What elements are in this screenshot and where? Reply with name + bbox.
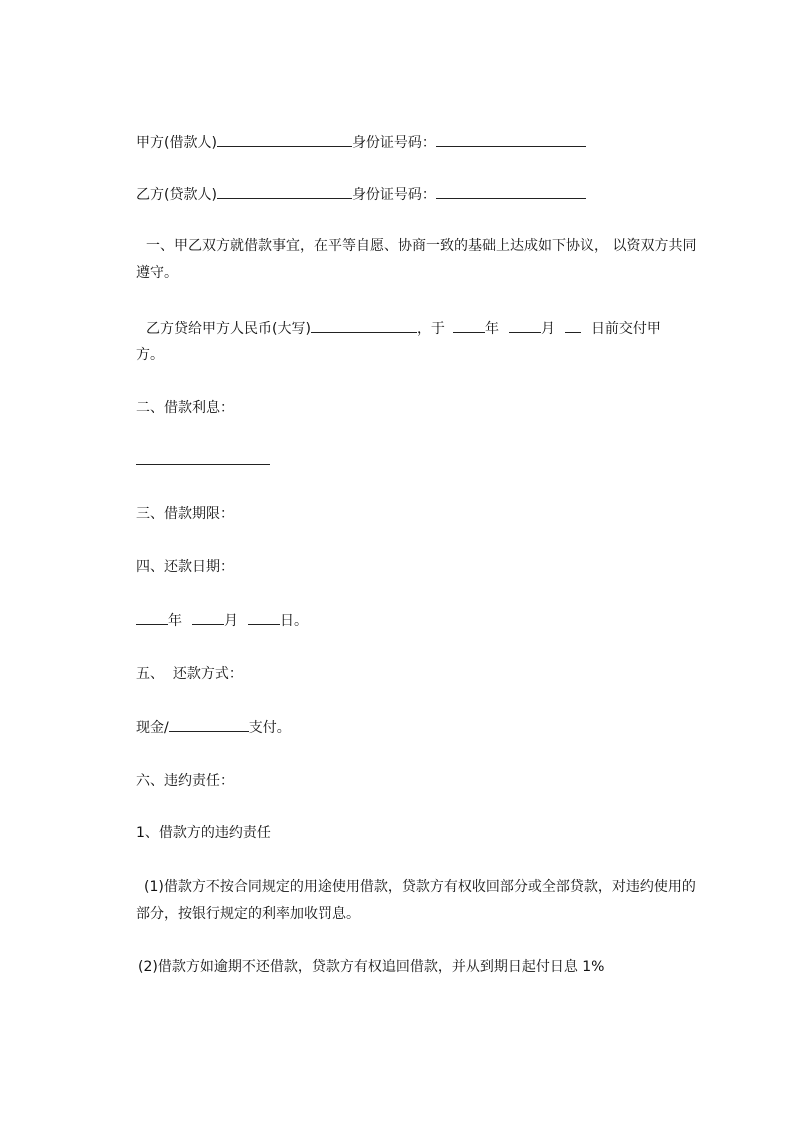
party-a-name-blank[interactable] xyxy=(217,132,352,147)
clause-6-item-2: (2)借款方如逾期不还借款，贷款方有权追回借款，并从到期日起付日息 1% xyxy=(138,959,605,975)
loan-month-blank[interactable] xyxy=(509,318,541,333)
party-b-line xyxy=(136,184,586,205)
clause-5-title: 五、 还款方式： xyxy=(136,666,243,682)
pay-label: 支付。 xyxy=(248,720,291,736)
repay-month-label: 月 xyxy=(224,613,238,629)
clause-6-title: 六、违约责任： xyxy=(136,773,234,789)
repay-day-blank[interactable] xyxy=(248,610,280,625)
loan-month-label: 月 xyxy=(540,321,555,337)
payment-method-line xyxy=(136,717,291,738)
loan-day-blank[interactable] xyxy=(565,318,581,333)
loan-prefix: 乙方贷给甲方人民币(大写) xyxy=(146,321,311,337)
loan-comma-yu: ，于 xyxy=(416,321,445,337)
loan-year-blank[interactable] xyxy=(453,318,485,333)
repay-day-label: 日。 xyxy=(280,613,308,629)
interest-blank-line xyxy=(136,450,270,471)
clause-1 xyxy=(136,233,702,287)
clause-6-sub-1: 1、借款方的违约责任 xyxy=(136,825,271,841)
party-a-id-blank[interactable] xyxy=(436,132,586,147)
repay-month-blank[interactable] xyxy=(192,610,224,625)
party-b-id-blank[interactable] xyxy=(436,184,586,199)
party-b-name-blank[interactable] xyxy=(217,184,352,199)
repay-year-blank[interactable] xyxy=(136,610,168,625)
party-a-id-label: 身份证号码： xyxy=(351,135,436,151)
party-a-line xyxy=(136,132,586,153)
loan-suffix-2: 方。 xyxy=(136,347,164,363)
party-b-label: 乙方(贷款人) xyxy=(136,187,217,203)
clause-6-item-1-text: (1)借款方不按合同规定的用途使用借款，贷款方有权收回部分或全部贷款，对违约使用的部分，按银行规定的利率加收罚息。 xyxy=(136,879,696,922)
loan-amount-line xyxy=(146,318,661,339)
clause-2-title: 二、借款利息： xyxy=(136,400,234,416)
loan-suffix-1: 日前交付甲 xyxy=(590,321,661,337)
party-b-id-label: 身份证号码： xyxy=(351,187,436,203)
clause-1-text: 一、甲乙双方就借款事宜，在平等自愿、协商一致的基础上达成如下协议， 以资双方共同遵守。 xyxy=(136,238,697,281)
payment-method-blank[interactable] xyxy=(169,717,249,732)
clause-4-title: 四、还款日期： xyxy=(136,559,234,575)
repay-date-line xyxy=(136,610,308,631)
repay-year-label: 年 xyxy=(168,613,182,629)
cash-label: 现金/ xyxy=(136,720,169,736)
interest-blank[interactable] xyxy=(136,450,270,465)
party-a-label: 甲方(借款人) xyxy=(136,135,217,151)
loan-line-2 xyxy=(136,345,164,365)
loan-year-label: 年 xyxy=(484,321,499,337)
clause-6-item-1 xyxy=(136,874,702,928)
loan-amount-blank[interactable] xyxy=(311,318,417,333)
clause-3-title: 三、借款期限： xyxy=(136,506,234,522)
